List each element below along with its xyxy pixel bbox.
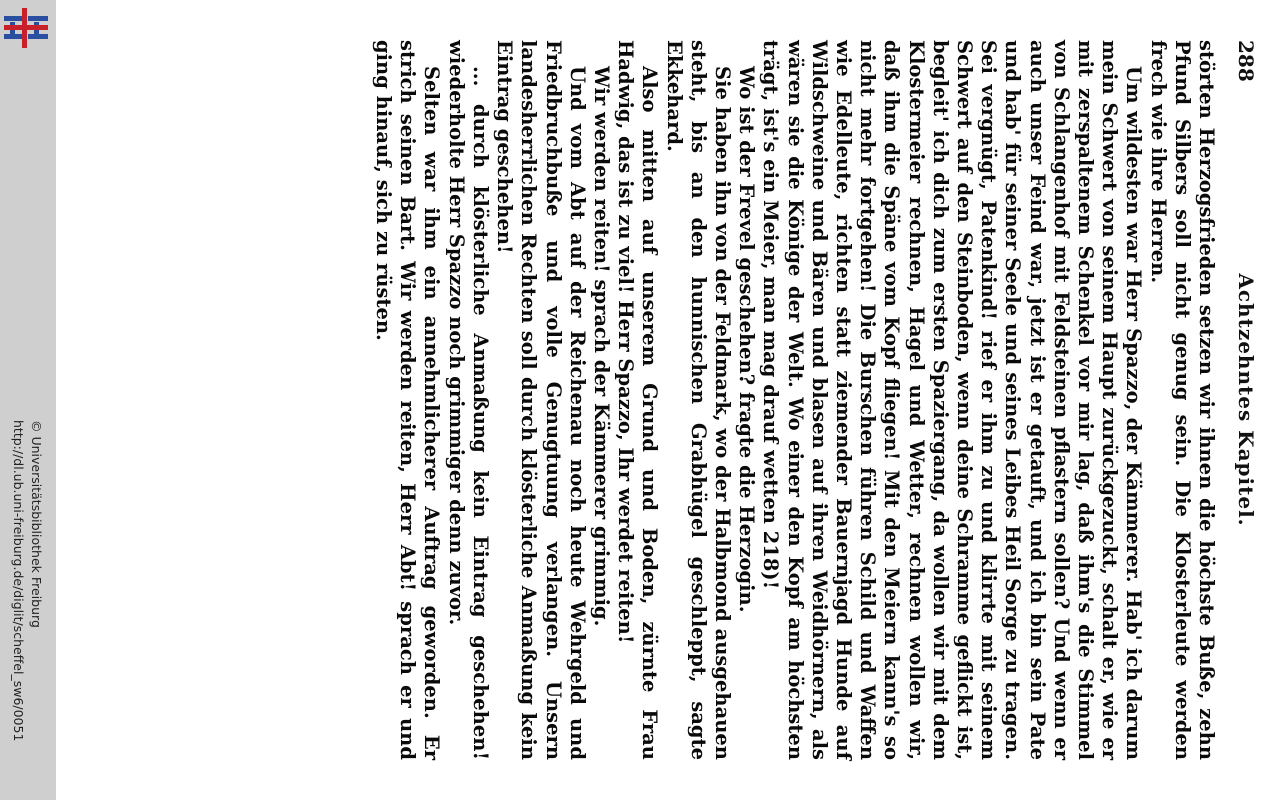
paragraph: störten Herzogsfrieden setzen wir ihnen die höchste Buße, zehn Pfund Silbers soll nicht genug sein. Die Klosterleute werden frech wie ihre Herren. — [1146, 40, 1218, 760]
paragraph: Sie haben ihn von der Feldmark, wo der Halbmond ausgehauen steht, bis an den hunnischen Grabhügel geschleppt, sagte Ekkehard. — [662, 40, 734, 760]
paragraph: Und vom Abt auf der Reichenau noch heute Wehrgeld und Friedbruchbuße und volle Genugtuung verlangen. Unsern landesherrlichen Rechten soll durch klösterliche Anmaßung kein Eintrag geschehen! — [493, 40, 589, 760]
paragraph: Um wildesten war Herr Spazzo, der Kämmerer. Hab' ich darum mein Schwert von seinem Haupt zurückgezuckt, schalt er, wie er mit zerspaltenem Schenkel vor mir lag, daß ihm's die Stimmel von Schlangenhof mit Feldsteinen pflastern sollen? Und wenn er auch unser Feind war, jetzt ist er getauft, und ich bin sein Pate und hab' für seiner Seele und seines Leibes Heil Sorge zu tragen. Sei vergnügt, Patenkind! rief er ihm zu und klirrte mit seinem Schwert auf den Steinboden, wenn deine Schramme geflickt ist, begleit' ich dich zum ersten Spaziergang, da wollen wir mit dem Klostermeier rechnen, Hagel und Wetter, rechnen wollen wir, daß ihm die Späne vom Kopf fliegen! Mit den Meiern kann's so nicht mehr fortgehen! Die Burschen führen Schild und Waffen wie Edelleute, richten statt ziemender Bauernjagd Hunde auf Wildschweine und Bären und blasen auf ihren Weidhörnern, als wären sie die Könige der Welt. Wo einer den Kopf am höchsten trägt, ist's ein Meier, man mag drauf wetten 218)! — [759, 40, 1146, 760]
page-number: 288 — [1234, 40, 1258, 82]
rotated-page-content — [371, 40, 1258, 760]
ub-freiburg-logo-icon[interactable] — [4, 8, 48, 48]
chapter-title: Achtzehntes Kapitel. — [1234, 273, 1258, 527]
page-body — [371, 40, 1218, 760]
scanned-page — [58, 0, 1265, 800]
paragraph: ... durch klösterliche Anmaßung kein Eintrag geschehen! wiederholte Herr Spazzo noch grimmiger denn zuvor. — [444, 40, 492, 760]
source-url-text: http://dl.ub.uni-freiburg.de/diglit/scheffel_sw6/0051 — [11, 420, 26, 742]
paragraph: Wir werden reiten! sprach der Kämmerer grimmig. — [589, 66, 613, 627]
paragraph: Selten war ihm ein annehmlicherer Auftrag geworden. Er strich seinen Bart. Wir werden reiten, Herr Abt! sprach er und ging hinauf, sich zu rüsten. — [372, 40, 444, 760]
paragraph: Wo ist der Frevel geschehen? fragte die Herzogin. — [735, 66, 759, 613]
copyright-text: © Universitätsbibliothek Freiburg — [29, 420, 44, 628]
page-header — [1218, 40, 1258, 760]
viewer-sidebar — [0, 0, 56, 800]
paragraph: Also mitten auf unserem Grund und Boden, zürnte Frau Hadwig, das ist zu viel! Herr Spazzo, Ihr werdet reiten! — [614, 40, 662, 760]
